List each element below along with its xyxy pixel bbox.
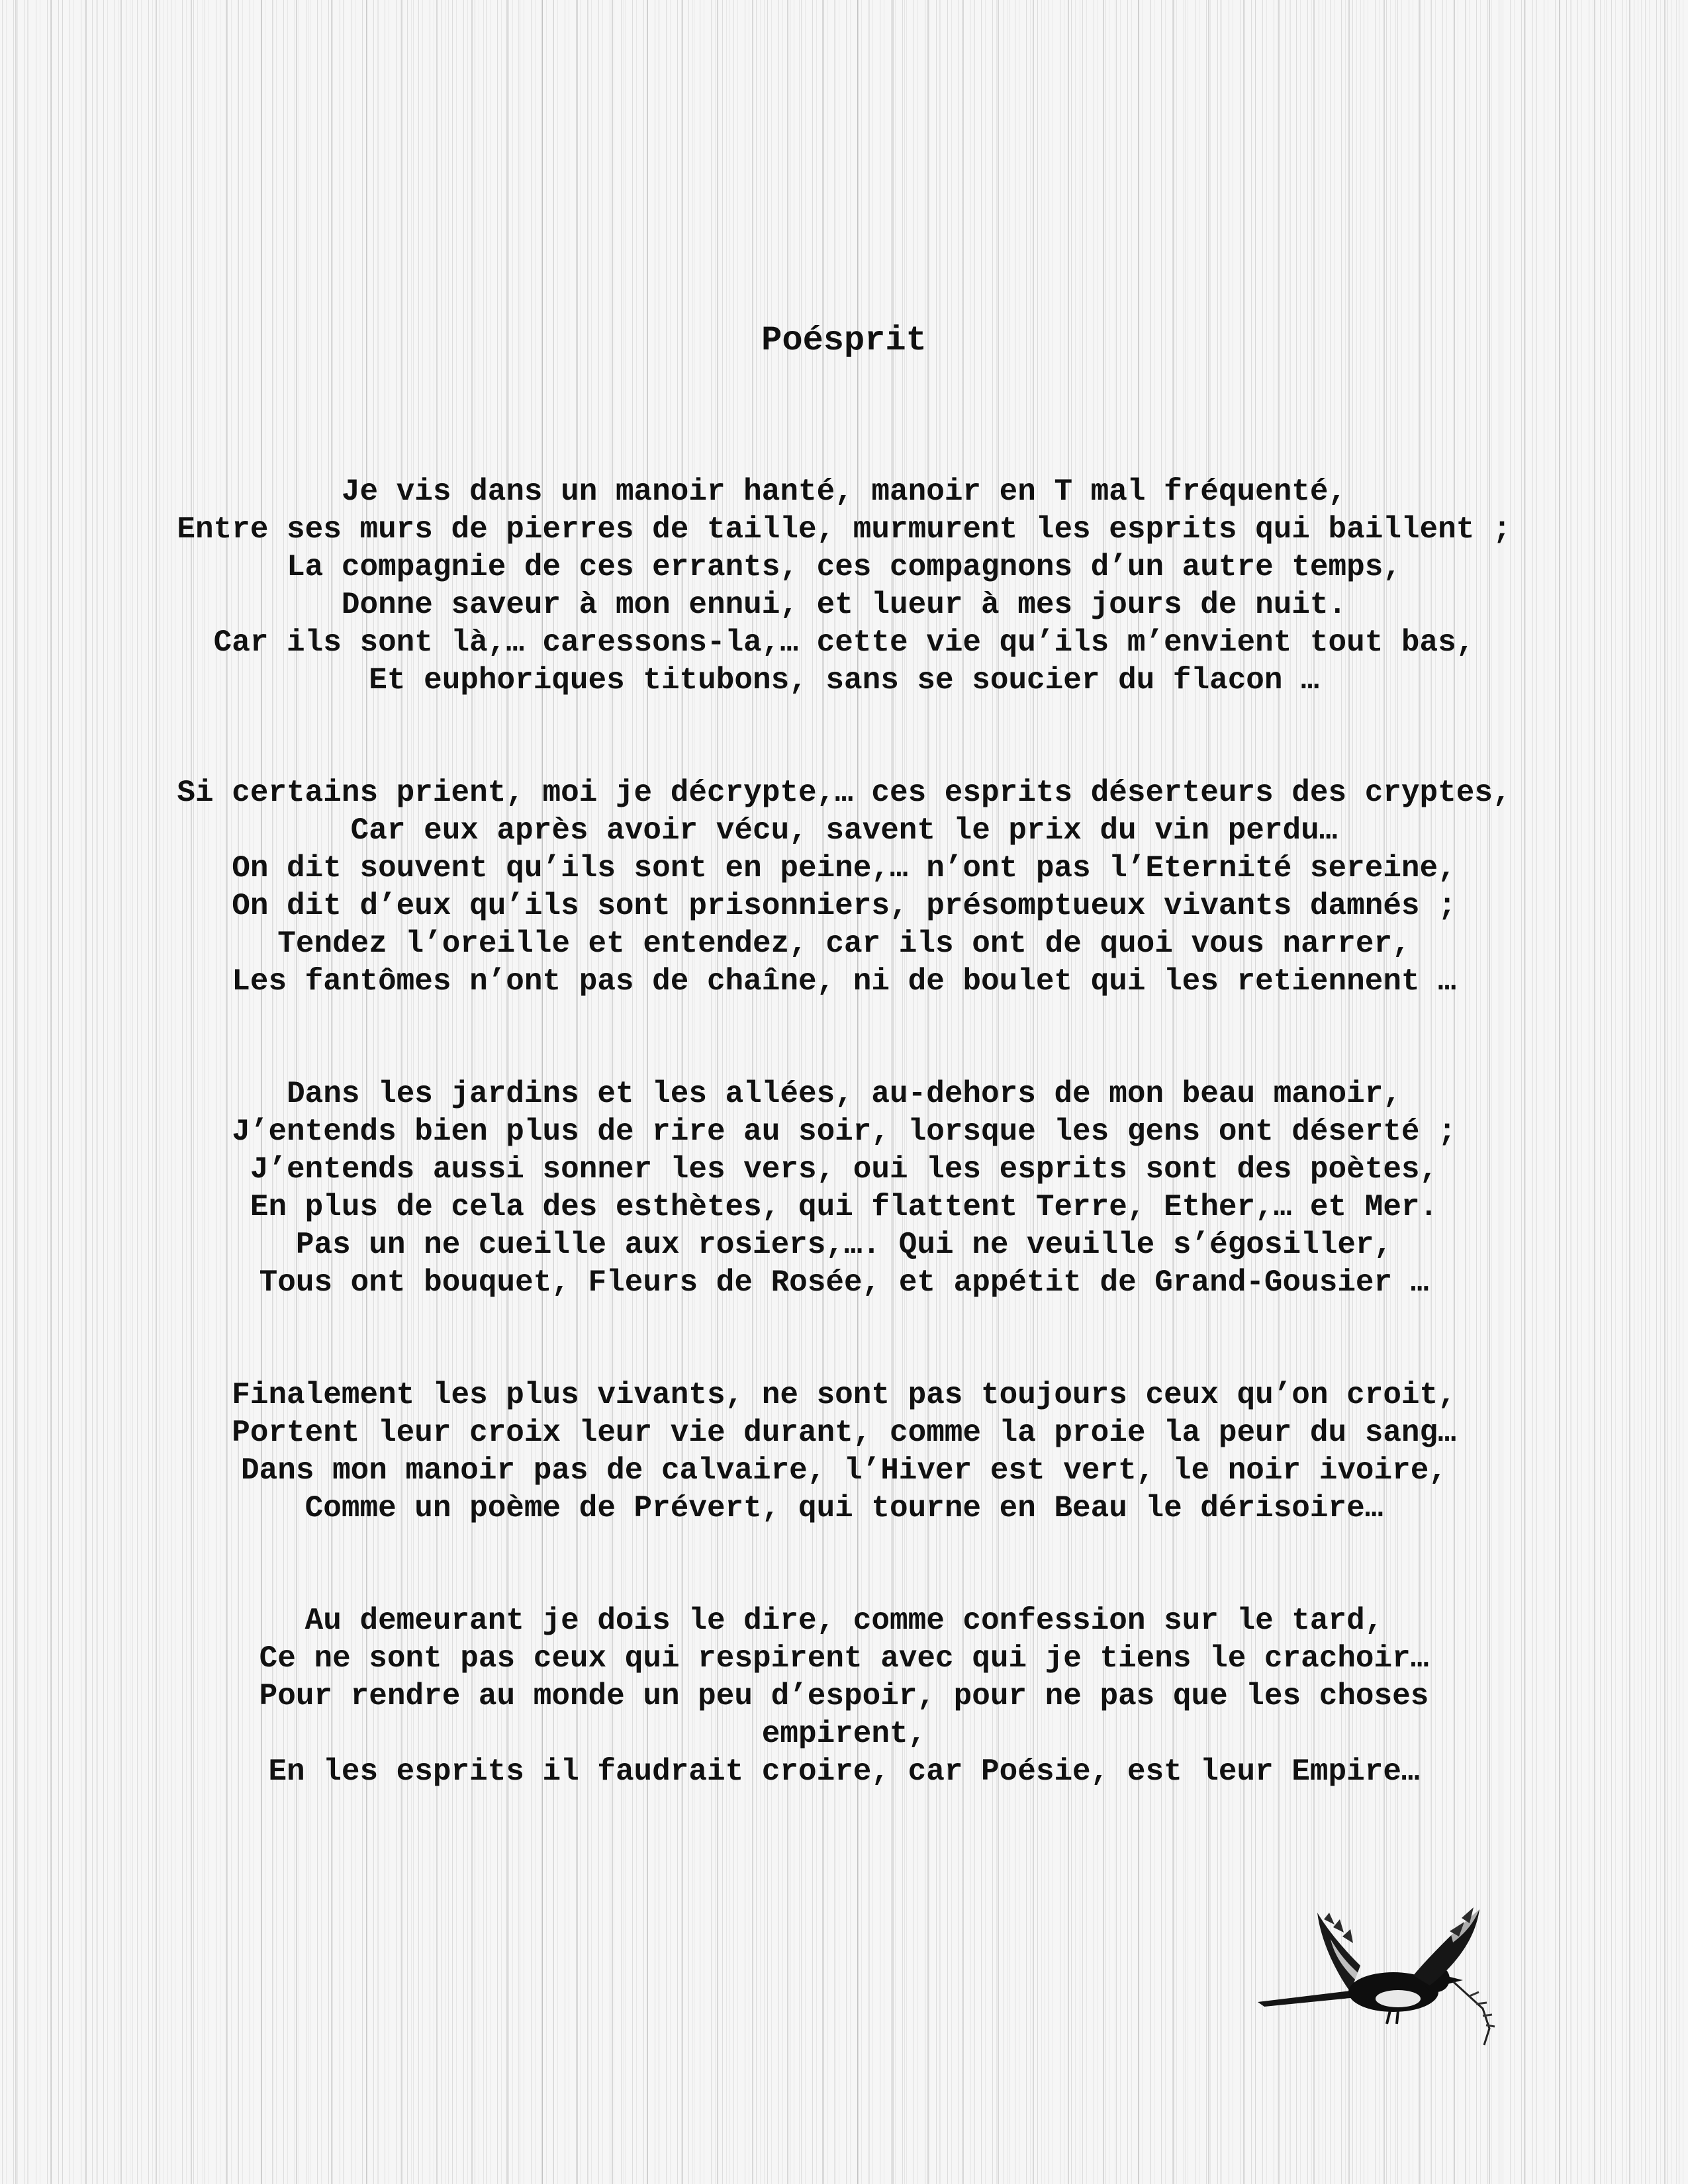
- poem-line: On dit souvent qu’ils sont en peine,… n’ont pas l’Eternité sereine,: [232, 851, 1456, 886]
- poem-line: Au demeurant je dois le dire, comme confession sur le tard,: [305, 1604, 1383, 1638]
- magpie-icon: [1251, 1893, 1509, 2052]
- poem-line: Pas un ne cueille aux rosiers,…. Qui ne veuille s’égosiller,: [295, 1228, 1393, 1262]
- poem-line: Entre ses murs de pierres de taille, murmurent les esprits qui baillent ;: [177, 512, 1511, 547]
- poem-line: Tous ont bouquet, Fleurs de Rosée, et appétit de Grand-Gousier …: [259, 1265, 1429, 1300]
- poem-line: Les fantômes n’ont pas de chaîne, ni de boulet qui les retiennent …: [232, 964, 1456, 999]
- poem-line: Et euphoriques titubons, sans se soucier du flacon …: [369, 663, 1319, 698]
- poem-line: Finalement les plus vivants, ne sont pas toujours ceux qu’on croit,: [232, 1378, 1456, 1412]
- poem-line: La compagnie de ces errants, ces compagnons d’un autre temps,: [287, 550, 1401, 584]
- poem-line: Comme un poème de Prévert, qui tourne en Beau le dérisoire…: [305, 1491, 1383, 1525]
- poem-line: Car eux après avoir vécu, savent le prix du vin perdu…: [350, 813, 1338, 848]
- poem-line: Donne saveur à mon ennui, et lueur à mes jours de nuit.: [341, 588, 1347, 622]
- poem-line: J’entends aussi sonner les vers, oui les esprits sont des poètes,: [250, 1152, 1438, 1187]
- poem-line: Dans mon manoir pas de calvaire, l’Hiver est vert, le noir ivoire,: [241, 1453, 1447, 1488]
- poem-line: Car ils sont là,… caressons-la,… cette vie qu’ils m’envient tout bas,: [213, 625, 1475, 660]
- stanza-1: [99, 473, 1589, 700]
- poem-line: Ce ne sont pas ceux qui respirent avec qui je tiens le crachoir…: [259, 1641, 1429, 1676]
- poem-line: Si certains prient, moi je décrypte,… ces esprits déserteurs des cryptes,: [177, 776, 1511, 810]
- stanza-2: [99, 774, 1589, 1001]
- poem-line: On dit d’eux qu’ils sont prisonniers, présomptueux vivants damnés ;: [232, 889, 1456, 923]
- poem-line: J’entends bien plus de rire au soir, lorsque les gens ont déserté ;: [232, 1115, 1456, 1149]
- poem-line: En les esprits il faudrait croire, car Poésie, est leur Empire…: [268, 1754, 1420, 1789]
- poem-title: Poésprit: [761, 321, 927, 360]
- poem-line: Dans les jardins et les allées, au-dehors de mon beau manoir,: [287, 1077, 1401, 1111]
- poem-line: Portent leur croix leur vie durant, comme la proie la peur du sang…: [232, 1416, 1456, 1450]
- poem-body: [99, 473, 1589, 1866]
- stanza-4: [99, 1377, 1589, 1527]
- stanza-5: [99, 1602, 1589, 1791]
- poem-line: Pour rendre au monde un peu d’espoir, pour ne pas que les choses: [259, 1679, 1429, 1713]
- poem-line: empirent,: [761, 1717, 927, 1751]
- stanza-3: [99, 1075, 1589, 1302]
- poem-line: Tendez l’oreille et entendez, car ils ont de quoi vous narrer,: [277, 927, 1411, 961]
- poem-line: Je vis dans un manoir hanté, manoir en T mal fréquenté,: [341, 475, 1347, 509]
- poem-line: En plus de cela des esthètes, qui flattent Terre, Ether,… et Mer.: [250, 1190, 1438, 1224]
